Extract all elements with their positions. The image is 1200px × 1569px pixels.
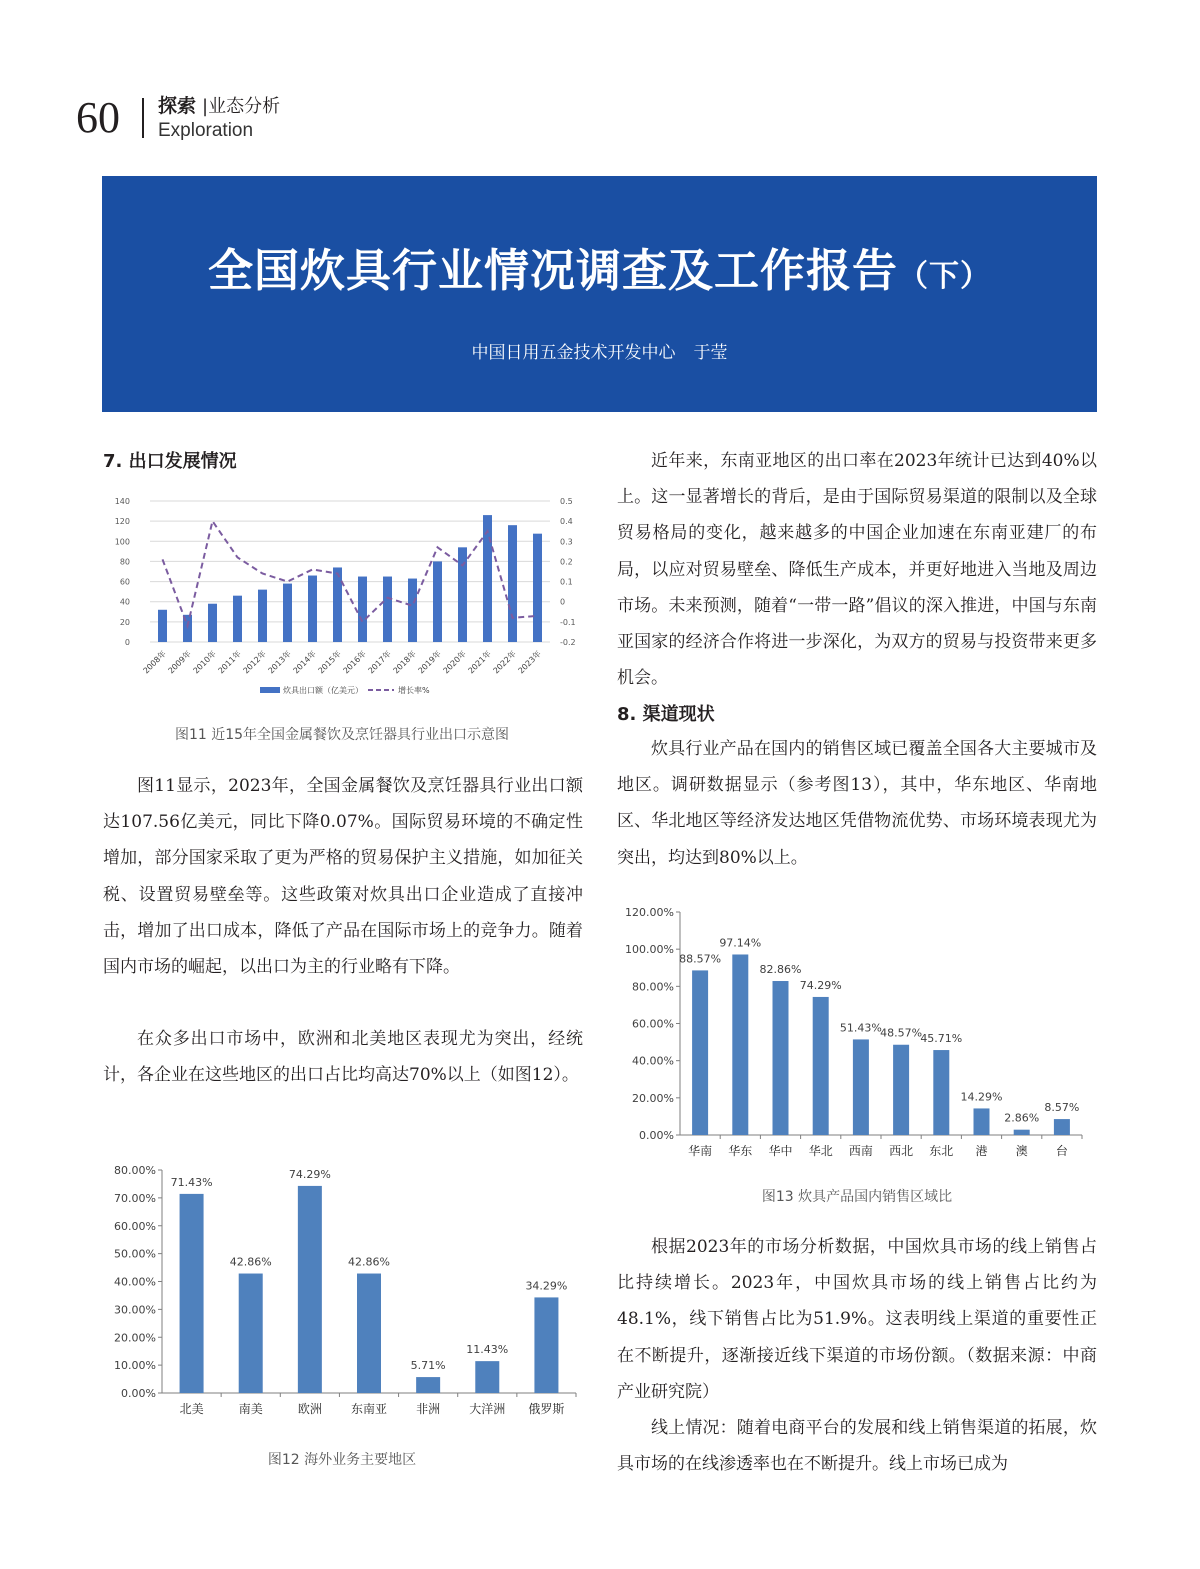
- bar: [933, 1050, 949, 1135]
- y-tick-label: 40.00%: [632, 1054, 674, 1068]
- bar: [853, 1039, 869, 1135]
- y-tick-label: 100.00%: [625, 943, 674, 957]
- y-left-tick-label: 100: [114, 537, 130, 547]
- figure-12-caption: 图12 海外业务主要地区: [267, 1452, 417, 1468]
- y-left-tick-label: 80: [119, 557, 130, 567]
- growth-rate-line: [163, 521, 538, 626]
- y-left-tick-label: 40: [119, 597, 130, 607]
- bar-export-value: [158, 610, 167, 642]
- x-tick-label: 2016年: [341, 649, 368, 676]
- y-tick-label: 40.00%: [114, 1275, 156, 1289]
- x-tick-label: 2014年: [291, 649, 318, 676]
- title-banner: [102, 176, 1097, 412]
- bar: [1014, 1130, 1030, 1135]
- figure-11-caption: 图11 近15年全国金属餐饮及烹饪器具行业出口示意图: [174, 727, 510, 743]
- x-tick-label: 2020年: [441, 649, 468, 676]
- bar-export-value: [408, 579, 417, 642]
- y-right-tick-label: 0.3: [560, 537, 573, 547]
- bar: [893, 1045, 909, 1135]
- paragraph-export-markets: 在众多出口市场中，欧洲和北美地区表现尤为突出，经统计，各企业在这些地区的出口占比均高达70%以上（如图12）。: [103, 1029, 583, 1086]
- y-right-tick-label: -0.2: [560, 638, 576, 647]
- y-left-tick-label: 20: [119, 617, 130, 627]
- bar: [239, 1274, 263, 1393]
- author-line: [102, 342, 1097, 364]
- x-tick-label: 2010年: [191, 649, 218, 676]
- paragraph-export-decline: 图11显示，2023年，全国金属餐饮及烹饪器具行业出口额达107.56亿美元，同比下降0.07%。国际贸易环境的不确定性增加，部分国家采取了更为严格的贸易保护主义措施，如加征关税、设置贸易壁垒等。这些政策对炊具出口企业造成了直接冲击，增加了出口成本，降低了产品在国际市场上的竞争力。随着国内市场的崛起，以出口为主的行业略有下降。: [103, 776, 583, 978]
- y-tick-label: 80.00%: [114, 1164, 156, 1177]
- bar-export-value: [383, 577, 392, 642]
- x-tick-label: 西南: [848, 1144, 873, 1158]
- bar-export-value: [258, 590, 267, 642]
- y-tick-label: 10.00%: [114, 1359, 156, 1373]
- bar-export-value: [458, 547, 467, 642]
- export-heading: 7. 出口发展情况: [103, 451, 237, 472]
- x-tick-label: 欧洲: [297, 1402, 322, 1416]
- bar: [813, 997, 829, 1135]
- export-chart: [102, 488, 582, 703]
- y-tick-label: 70.00%: [114, 1191, 156, 1205]
- data-label: 88.57%: [679, 952, 722, 966]
- channel-heading: 8. 渠道现状: [617, 704, 715, 725]
- bar: [416, 1377, 440, 1393]
- x-tick-label: 华北: [808, 1144, 833, 1158]
- data-label: 82.86%: [759, 963, 802, 977]
- x-tick-label: 南美: [238, 1402, 263, 1416]
- data-label: 51.43%: [839, 1021, 882, 1035]
- bar-export-value: [508, 525, 517, 642]
- x-tick-label: 华东: [728, 1144, 753, 1158]
- x-tick-label: 澳: [1015, 1144, 1028, 1158]
- legend-label: 炊具出口额（亿美元）: [283, 686, 363, 695]
- bar-export-value: [533, 534, 542, 642]
- y-tick-label: 50.00%: [114, 1247, 156, 1261]
- bar: [534, 1297, 558, 1393]
- x-tick-label: 2022年: [491, 649, 518, 676]
- data-label: 71.43%: [170, 1175, 213, 1189]
- y-right-tick-label: 0.4: [560, 517, 573, 527]
- data-label: 97.14%: [719, 936, 762, 950]
- section-name: 探索: [158, 95, 197, 117]
- article-title-suffix: （下）: [898, 259, 991, 294]
- x-tick-label: 北美: [179, 1402, 204, 1416]
- y-tick-label: 60.00%: [632, 1017, 674, 1031]
- subsection-name: |业态分析: [202, 96, 281, 117]
- data-label: 74.29%: [799, 978, 842, 992]
- y-left-tick-label: 120: [114, 517, 130, 527]
- x-tick-label: 东北: [929, 1144, 954, 1158]
- y-tick-label: 20.00%: [632, 1091, 674, 1105]
- bar: [298, 1186, 322, 1393]
- x-tick-label: 港: [975, 1144, 988, 1158]
- bar-export-value: [433, 561, 442, 642]
- bar-export-value: [358, 577, 367, 642]
- y-right-tick-label: 0.1: [560, 577, 573, 587]
- overseas-regions-chart: [104, 1152, 582, 1432]
- bar: [692, 970, 708, 1135]
- bar-export-value: [233, 596, 242, 642]
- bar: [1054, 1119, 1070, 1135]
- x-tick-label: 2017年: [366, 649, 393, 676]
- data-label: 42.86%: [348, 1255, 390, 1269]
- article-title: [102, 242, 1097, 306]
- y-right-tick-label: 0: [560, 597, 566, 607]
- x-tick-label: 2018年: [391, 649, 418, 676]
- y-left-tick-label: 140: [114, 497, 130, 506]
- bar-export-value: [308, 576, 317, 642]
- paragraph-online-situation: 线上情况：随着电商平台的发展和线上销售渠道的拓展，炊具市场的在线渗透率也在不断提升。线上市场已成为: [617, 1418, 1097, 1475]
- section-name-english: Exploration: [158, 120, 254, 141]
- paragraph-southeast-asia: 近年来，东南亚地区的出口率在2023年统计已达到40%以上。这一显著增长的背后，是由于国际贸易渠道的限制以及全球贸易格局的变化，越来越多的中国企业加速在东南亚建厂的布局，以应对贸易壁垒、降低生产成本，并更好地进入当地及周边市场。未来预测，随着“一带一路”倡议的深入推进，中国与东南亚国家的经济合作将进一步深化，为双方的贸易与投资带来更多机会。: [617, 451, 1097, 689]
- author-name: 于莹: [693, 343, 728, 363]
- legend-label: 增长率%: [398, 686, 430, 695]
- bar: [773, 981, 789, 1135]
- y-tick-label: 0.00%: [639, 1129, 674, 1142]
- data-label: 5.71%: [410, 1359, 446, 1373]
- y-right-tick-label: 0.5: [560, 497, 573, 506]
- domestic-regions-chart: [618, 898, 1098, 1168]
- x-tick-label: 西北: [889, 1144, 914, 1158]
- x-tick-label: 东南亚: [350, 1402, 388, 1416]
- author-organization: 中国日用五金技术开发中心: [471, 343, 676, 363]
- x-tick-label: 俄罗斯: [528, 1402, 565, 1416]
- bar-export-value: [483, 515, 492, 642]
- bar: [357, 1274, 381, 1393]
- header-divider: [142, 98, 144, 138]
- data-label: 74.29%: [288, 1167, 331, 1181]
- x-tick-label: 华中: [768, 1144, 793, 1158]
- data-label: 34.29%: [525, 1279, 568, 1293]
- y-right-tick-label: -0.1: [560, 617, 576, 627]
- data-label: 11.43%: [466, 1343, 509, 1357]
- bar: [974, 1108, 990, 1135]
- data-label: 48.57%: [880, 1026, 923, 1040]
- bar-export-value: [333, 567, 342, 642]
- data-label: 45.71%: [920, 1032, 963, 1046]
- x-tick-label: 2013年: [266, 649, 293, 676]
- article-title-main: 全国炊具行业情况调查及工作报告: [207, 244, 898, 297]
- legend-swatch-bar: [260, 687, 280, 693]
- bar: [180, 1194, 204, 1393]
- x-tick-label: 非洲: [416, 1402, 441, 1416]
- y-tick-label: 80.00%: [632, 980, 674, 994]
- x-tick-label: 台: [1055, 1144, 1068, 1158]
- section-label: [158, 94, 280, 119]
- y-tick-label: 120.00%: [625, 906, 674, 919]
- data-label: 14.29%: [960, 1090, 1003, 1104]
- y-tick-label: 60.00%: [114, 1219, 156, 1233]
- bar-export-value: [208, 604, 217, 642]
- data-label: 2.86%: [1004, 1111, 1040, 1125]
- page-number: 60: [76, 93, 120, 142]
- x-tick-label: 2015年: [316, 649, 343, 676]
- x-tick-label: 大洋洲: [469, 1402, 506, 1416]
- x-tick-label: 2009年: [166, 649, 193, 676]
- figure-13-caption: 图13 炊具产品国内销售区域比: [761, 1189, 953, 1205]
- bar: [475, 1361, 499, 1393]
- x-tick-label: 2011年: [216, 649, 243, 676]
- data-label: 8.57%: [1044, 1101, 1080, 1115]
- x-tick-label: 2021年: [466, 649, 493, 676]
- bar-export-value: [283, 584, 292, 642]
- y-left-tick-label: 0: [124, 638, 130, 647]
- x-tick-label: 2012年: [241, 649, 268, 676]
- paragraph-online-share: 根据2023年的市场分析数据，中国炊具市场的线上销售占比持续增长。2023年，中国炊具市场的线上销售占比约为48.1%，线下销售占比为51.9%。这表明线上渠道的重要性正在不断提升，逐渐接近线下渠道的市场份额。（数据来源：中商产业研究院）: [617, 1237, 1097, 1402]
- y-left-tick-label: 60: [119, 577, 130, 587]
- y-tick-label: 30.00%: [114, 1303, 156, 1317]
- bar: [732, 954, 748, 1135]
- y-right-tick-label: 0.2: [560, 557, 573, 567]
- y-tick-label: 0.00%: [121, 1387, 156, 1400]
- paragraph-domestic-regions: 炊具行业产品在国内的销售区域已覆盖全国各大主要城市及地区。调研数据显示（参考图13），其中，华东地区、华南地区、华北地区等经济发达地区凭借物流优势、市场环境表现尤为突出，均达到80%以上。: [617, 739, 1097, 868]
- x-tick-label: 2008年: [141, 649, 168, 676]
- y-tick-label: 20.00%: [114, 1331, 156, 1345]
- data-label: 42.86%: [229, 1255, 272, 1269]
- x-tick-label: 2023年: [516, 649, 543, 676]
- x-tick-label: 华南: [688, 1144, 713, 1158]
- x-tick-label: 2019年: [416, 649, 443, 676]
